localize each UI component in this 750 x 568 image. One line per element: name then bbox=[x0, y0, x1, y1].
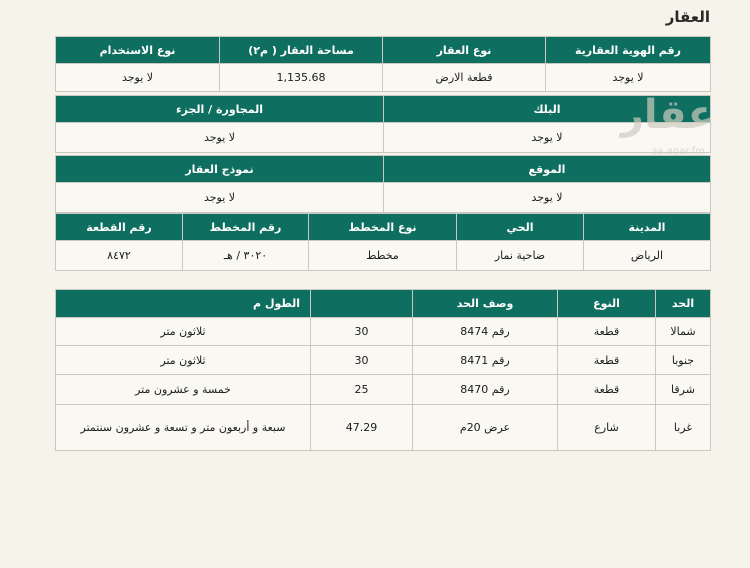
value-plan-type: مخطط bbox=[309, 241, 457, 271]
boundaries-table bbox=[55, 289, 711, 451]
header-property-id: رقم الهوية العقارية bbox=[546, 37, 711, 64]
boundary-type: قطعة bbox=[558, 318, 656, 346]
header-length-number bbox=[311, 290, 413, 318]
table-row bbox=[56, 405, 711, 451]
value-usage-type: لا يوجد bbox=[56, 64, 220, 92]
boundary-direction: جنوبا bbox=[656, 346, 711, 375]
header-neighborhood-part: المجاورة / الجزء bbox=[56, 96, 384, 123]
value-property-id: لا يوجد bbox=[546, 64, 711, 92]
value-district: ضاحية نمار bbox=[457, 241, 584, 271]
section-title: العقار bbox=[665, 8, 710, 26]
table-row bbox=[56, 318, 711, 346]
header-plan-number: رقم المخطط bbox=[183, 214, 309, 241]
header-city: المدينة bbox=[584, 214, 711, 241]
boundary-length-text: ثلاثون متر bbox=[56, 318, 311, 346]
boundary-description: عرض 20م bbox=[413, 405, 558, 451]
boundary-length: 47.29 bbox=[311, 405, 413, 451]
boundary-type: قطعة bbox=[558, 346, 656, 375]
header-plot-number: رقم القطعة bbox=[56, 214, 183, 241]
header-property-model: نموذج العقار bbox=[56, 156, 384, 183]
boundary-direction: شمالا bbox=[656, 318, 711, 346]
header-property-area: مساحة العقار ( م٢) bbox=[220, 37, 383, 64]
plan-table bbox=[55, 213, 711, 271]
table-row bbox=[56, 346, 711, 375]
boundary-direction: شرقا bbox=[656, 375, 711, 405]
header-length: الطول م bbox=[56, 290, 311, 318]
boundary-length: 30 bbox=[311, 318, 413, 346]
boundary-type: شارع bbox=[558, 405, 656, 451]
boundary-length-text: سبعة و أربعون متر و تسعة و عشرون سنتمتر bbox=[56, 405, 311, 451]
watermark-url: sa.aqar.fm bbox=[652, 146, 705, 157]
watermark-logo-text: عقار bbox=[620, 92, 715, 138]
boundary-length-text: خمسة و عشرون متر bbox=[56, 375, 311, 405]
header-district: الحي bbox=[457, 214, 584, 241]
property-table bbox=[55, 36, 711, 92]
value-neighborhood-part: لا يوجد bbox=[56, 123, 384, 153]
value-plan-number: ٣٠٢٠ / هـ bbox=[183, 241, 309, 271]
value-location: لا يوجد bbox=[384, 183, 711, 213]
boundary-direction: غربا bbox=[656, 405, 711, 451]
boundary-description: رقم 8474 bbox=[413, 318, 558, 346]
boundary-type: قطعة bbox=[558, 375, 656, 405]
boundary-length: 25 bbox=[311, 375, 413, 405]
header-boundary: الحد bbox=[656, 290, 711, 318]
aqar-watermark bbox=[595, 92, 715, 172]
header-boundary-type: النوع bbox=[558, 290, 656, 318]
value-plot-number: ٨٤٧٢ bbox=[56, 241, 183, 271]
header-usage-type: نوع الاستخدام bbox=[56, 37, 220, 64]
value-property-model: لا يوجد bbox=[56, 183, 384, 213]
boundary-length: 30 bbox=[311, 346, 413, 375]
header-property-type: نوع العقار bbox=[383, 37, 546, 64]
boundary-description: رقم 8471 bbox=[413, 346, 558, 375]
boundary-description: رقم 8470 bbox=[413, 375, 558, 405]
header-block: البلك bbox=[384, 96, 711, 123]
boundary-length-text: ثلاثون متر bbox=[56, 346, 311, 375]
value-property-area: 1,135.68 bbox=[220, 64, 383, 92]
value-city: الرياض bbox=[584, 241, 711, 271]
header-plan-type: نوع المخطط bbox=[309, 214, 457, 241]
value-property-type: قطعة الارض bbox=[383, 64, 546, 92]
header-location: الموقع bbox=[384, 156, 711, 183]
table-row bbox=[56, 375, 711, 405]
value-block: لا يوجد bbox=[384, 123, 711, 153]
header-boundary-description: وصف الحد bbox=[413, 290, 558, 318]
